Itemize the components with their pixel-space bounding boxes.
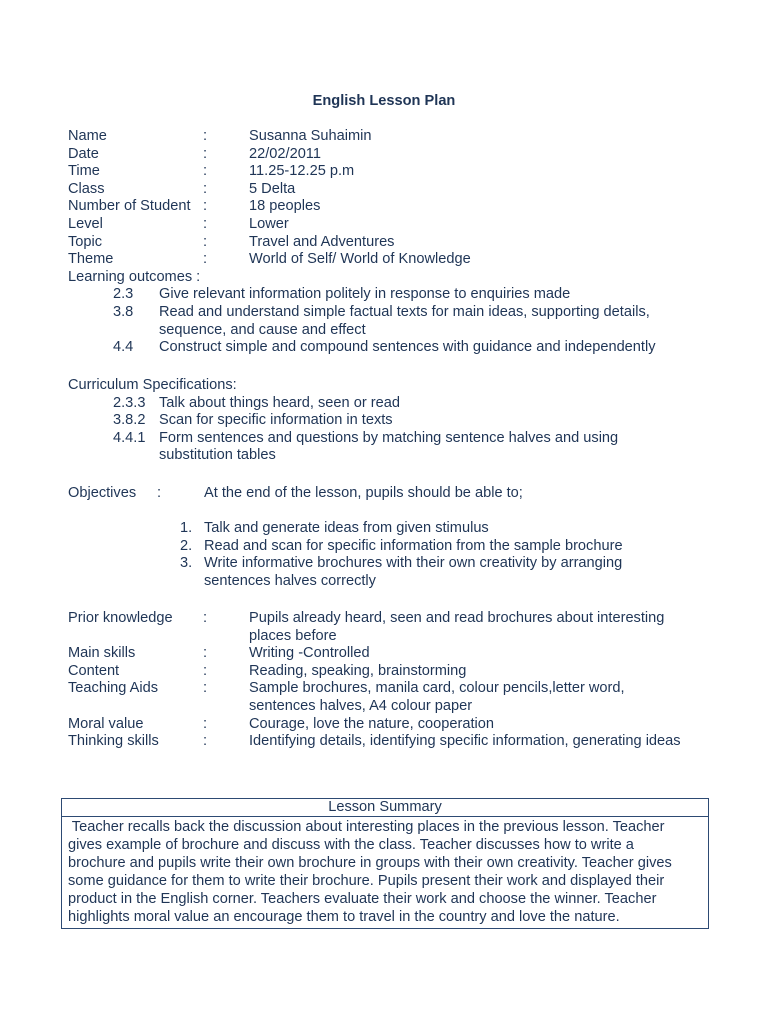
outcome-number: 2.3 [113, 286, 134, 303]
curriculum-text: Talk about things heard, seen or read [159, 394, 400, 411]
info-label: Topic [68, 233, 103, 250]
detail-value: places before [249, 627, 337, 644]
info-value: 5 Delta [249, 180, 296, 197]
objective-number: 2. [180, 537, 193, 554]
info-value: Susanna Suhaimin [249, 128, 372, 144]
detail-colon: : [203, 610, 208, 626]
info-colon: : [203, 216, 208, 232]
summary-line: product in the English corner. Teachers evaluate their work and choose the winner. Teacher [68, 891, 657, 907]
curriculum-text: substitution tables [159, 447, 276, 464]
learning-outcomes-label: Learning outcomes : [68, 268, 201, 285]
info-label: Name [68, 128, 107, 144]
detail-value: Pupils already heard, seen and read brochures about interesting [249, 610, 665, 626]
lesson-summary-heading: Lesson Summary [62, 799, 708, 817]
info-label: Time [68, 163, 100, 180]
info-value: 11.25-12.25 p.m [249, 163, 355, 180]
info-colon: : [203, 128, 208, 144]
info-value: Lower [249, 216, 289, 232]
detail-label: Main skills [68, 645, 136, 662]
detail-colon: : [203, 680, 208, 697]
summary-line: Teacher recalls back the discussion about interesting places in the previous lesson. Teacher [68, 819, 665, 835]
info-colon: : [203, 163, 208, 180]
objective-text: Read and scan for specific information from the sample brochure [204, 537, 623, 554]
info-colon: : [203, 180, 208, 197]
lesson-summary-body [62, 817, 708, 928]
curriculum-text: Scan for specific information in texts [159, 412, 393, 429]
detail-value: Identifying details, identifying specific information, generating ideas [249, 733, 681, 750]
objective-text: Talk and generate ideas from given stimulus [204, 520, 489, 536]
summary-line: some guidance for them to write their brochure. Pupils present their work and displayed their [68, 873, 665, 889]
document-title: English Lesson Plan [312, 93, 456, 109]
detail-colon: : [203, 662, 208, 679]
detail-label: Thinking skills [68, 733, 159, 750]
outcome-number: 4.4 [113, 339, 134, 356]
detail-value: sentences halves, A4 colour paper [249, 698, 473, 714]
detail-value: Sample brochures, manila card, colour pencils,letter word, [249, 680, 625, 697]
detail-colon: : [203, 715, 208, 732]
curriculum-number: 4.4.1 [113, 429, 146, 446]
objectives-intro: At the end of the lesson, pupils should be able to; [204, 485, 523, 501]
info-label: Class [68, 180, 105, 197]
info-label: Date [68, 145, 99, 162]
info-value: 18 peoples [249, 198, 321, 215]
info-label: Number of Student [68, 198, 191, 215]
info-value: World of Self/ World of Knowledge [249, 251, 471, 268]
info-colon: : [203, 145, 208, 162]
curriculum-text: Form sentences and questions by matching sentence halves and using [159, 429, 619, 446]
detail-value: Reading, speaking, brainstorming [249, 662, 467, 679]
detail-colon: : [203, 645, 208, 662]
detail-label: Moral value [68, 715, 144, 732]
curriculum-label: Curriculum Specifications: [68, 377, 237, 393]
detail-label: Teaching Aids [68, 680, 159, 697]
detail-label: Prior knowledge [68, 610, 173, 626]
summary-line: gives example of brochure and discuss with the class. Teacher discusses how to write a [68, 837, 634, 853]
info-value: Travel and Adventures [249, 233, 395, 250]
outcome-text: sequence, and cause and effect [159, 321, 366, 338]
objectives-colon: : [157, 485, 162, 501]
info-value: 22/02/2011 [249, 145, 321, 162]
detail-label: Content [68, 662, 120, 679]
lesson-summary-box [61, 798, 709, 929]
objective-text: sentences halves correctly [204, 572, 376, 589]
info-label: Theme [68, 251, 114, 268]
summary-line: brochure and pupils write their own brochure in groups with their own creativity. Teacher gives [68, 855, 672, 871]
outcome-text: Read and understand simple factual texts for main ideas, supporting details, [159, 304, 650, 320]
detail-value: Writing -Controlled [249, 645, 370, 662]
info-colon: : [203, 198, 208, 215]
curriculum-number: 2.3.3 [113, 394, 146, 411]
objectives-label: Objectives [68, 485, 137, 501]
info-colon: : [203, 233, 208, 250]
detail-colon: : [203, 733, 208, 750]
summary-line: highlights moral value an encourage them to travel in the country and love the nature. [68, 909, 620, 925]
detail-value: Courage, love the nature, cooperation [249, 715, 495, 732]
objective-number: 1. [180, 520, 193, 536]
outcome-text: Construct simple and compound sentences with guidance and independently [159, 339, 656, 356]
info-label: Level [68, 216, 103, 232]
outcome-number: 3.8 [113, 304, 134, 320]
curriculum-number: 3.8.2 [113, 412, 146, 429]
outcome-text: Give relevant information politely in response to enquiries made [159, 286, 571, 303]
objective-number: 3. [180, 555, 193, 572]
info-colon: : [203, 251, 208, 268]
objective-text: Write informative brochures with their own creativity by arranging [204, 555, 623, 572]
